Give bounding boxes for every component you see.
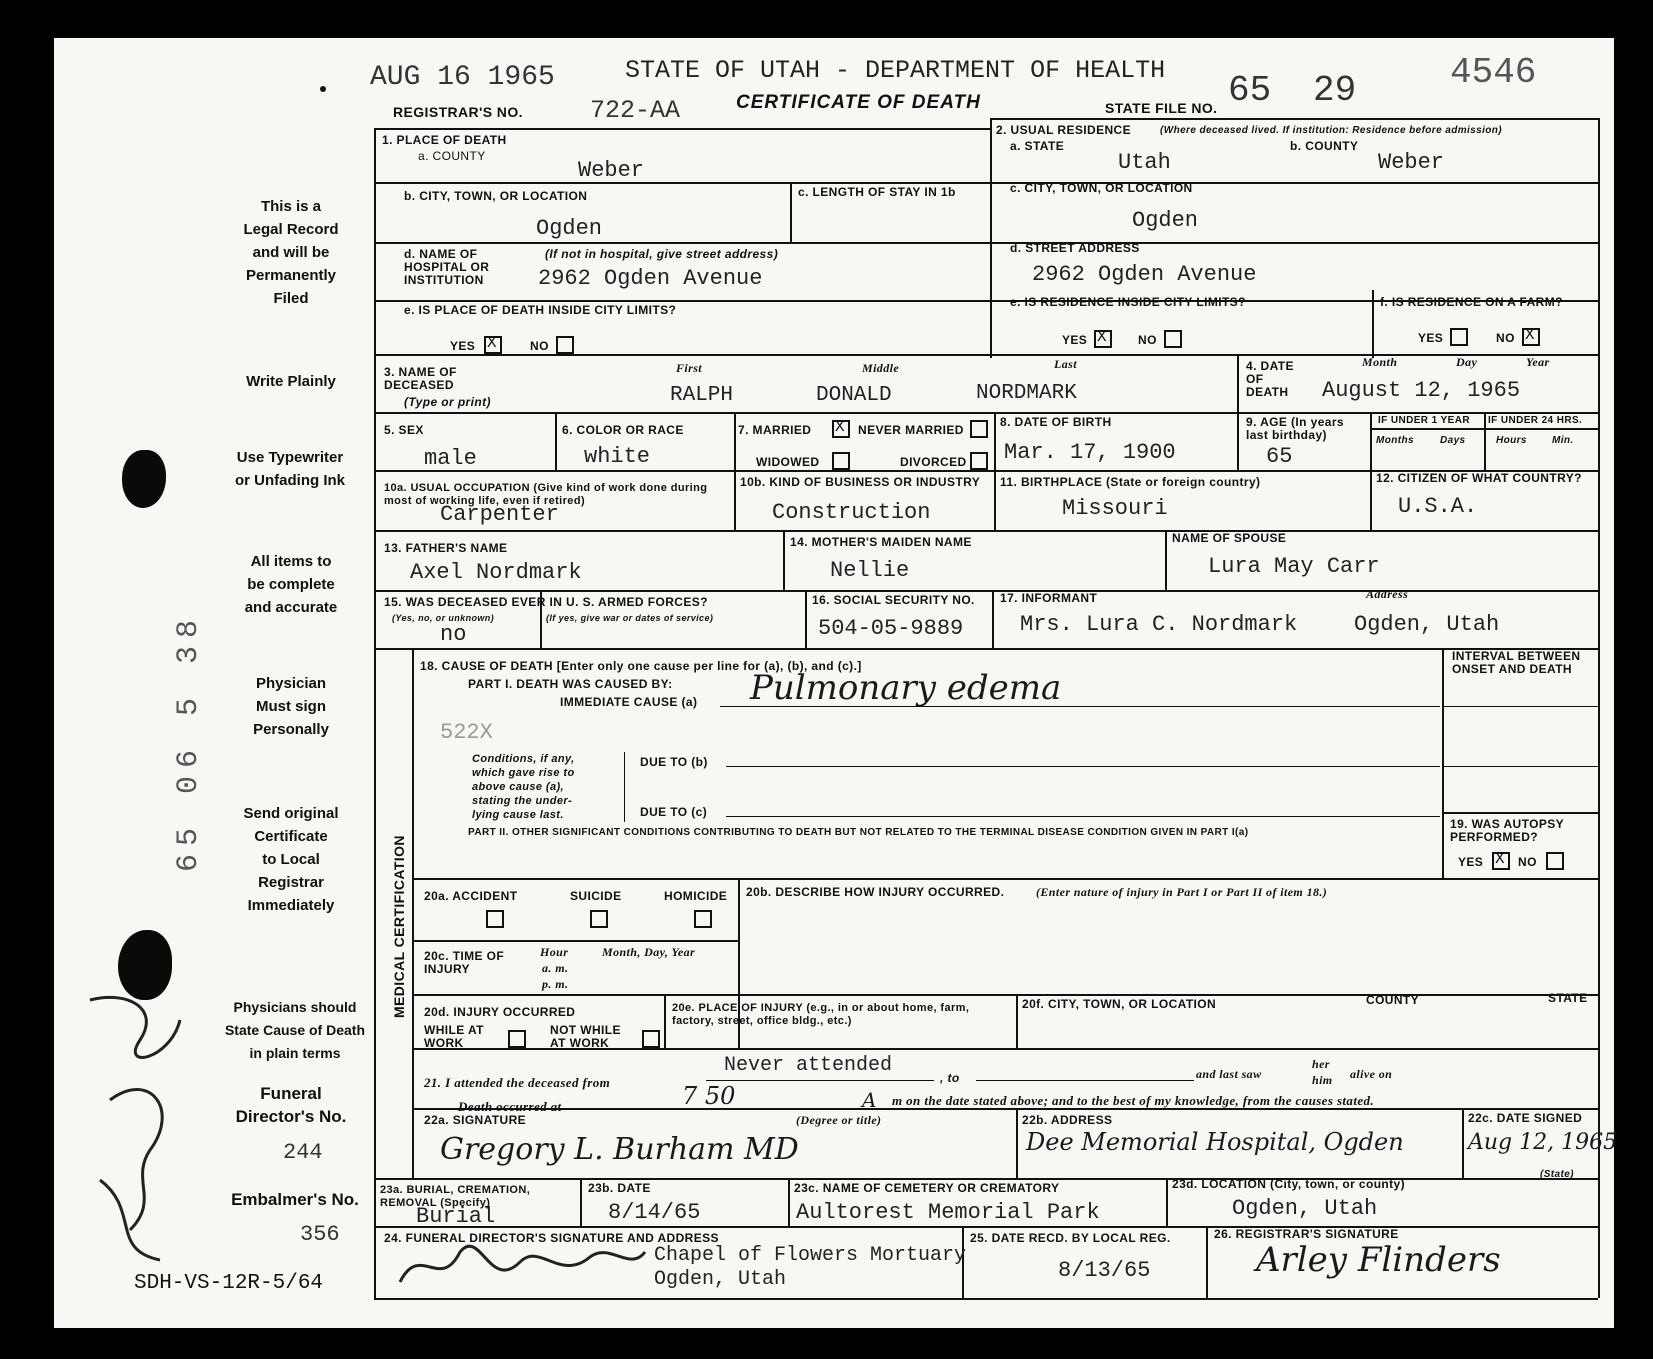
deceased-last-name: NORDMARK [976, 382, 1077, 405]
injury-city-label: 20f. CITY, TOWN, OR LOCATION [1022, 997, 1217, 1011]
inside-limits-yes-checkbox[interactable] [484, 336, 502, 354]
never-married-label: NEVER MARRIED [858, 423, 964, 437]
homicide-label: HOMICIDE [664, 889, 728, 903]
pm-label: p. m. [542, 977, 569, 991]
rule [412, 648, 414, 1178]
never-married-checkbox[interactable] [970, 420, 988, 438]
margin-legal-record: This is a Legal Record and will be Permanently Filed [243, 198, 339, 307]
divorced-label: DIVORCED [900, 455, 967, 469]
race-value: white [584, 444, 651, 469]
conditions-note: Conditions, if any, which gave rise to above cause (a), stating the under- lying cause last. [472, 753, 575, 821]
hospital-note: (If not in hospital, give street address) [545, 247, 779, 261]
registrar-signature-label: 26. REGISTRAR'S SIGNATURE [1214, 1227, 1399, 1241]
burial-value: Burial [416, 1204, 496, 1229]
margin-send-original: Send original Certificate to Local Registrar Immediately [243, 805, 339, 914]
rule [374, 1298, 1598, 1300]
margin-write-plainly: Write Plainly [246, 373, 336, 390]
immediate-cause-value: Pulmonary edema [750, 668, 1062, 708]
funeral-director-signature-label: 24. FUNERAL DIRECTOR'S SIGNATURE AND ADDRESS [384, 1231, 719, 1245]
rule [706, 1080, 934, 1081]
funeral-address-line-2: Ogden, Utah [654, 1268, 787, 1291]
form-number: SDH-VS-12R-5/64 [134, 1272, 324, 1295]
inside-limits-yes-label: YES [450, 339, 476, 353]
form-right-border [1598, 118, 1600, 1298]
armed-forces-value: no [440, 622, 467, 647]
state-file-no-serial: 4546 [1450, 52, 1537, 93]
place-of-death-label: 1. PLACE OF DEATH [382, 133, 507, 147]
state-file-no-district: 29 [1313, 70, 1357, 111]
sex-value: male [424, 446, 477, 471]
describe-injury-label: 20b. DESCRIBE HOW INJURY OCCURRED. [746, 885, 1005, 899]
citizen-label: 12. CITIZEN OF WHAT COUNTRY? [1376, 471, 1582, 485]
spouse-label: NAME OF SPOUSE [1172, 531, 1287, 545]
him-label: him [1312, 1073, 1333, 1087]
residence-note: (Where deceased lived. If institution: Residence before admission) [1160, 125, 1503, 136]
autopsy-yes-checkbox[interactable] [1492, 852, 1510, 870]
registrars-no-label: REGISTRAR'S NO. [393, 104, 523, 120]
middle-label: Middle [862, 361, 900, 375]
funeral-director-signature [390, 1232, 650, 1298]
business-value: Construction [772, 500, 931, 525]
part-2-label: PART II. OTHER SIGNIFICANT CONDITIONS CONTRIBUTING TO DEATH BUT NOT RELATED TO THE TERMINAL DISEASE CONDITION GIVEN IN PART I(a) [468, 827, 1249, 838]
not-while-at-work-checkbox[interactable] [642, 1030, 660, 1048]
embalmer-label: Embalmer's No. [231, 1190, 359, 1209]
residence-city-label: c. CITY, TOWN, OR LOCATION [1010, 181, 1193, 195]
margin-all-items: All items to be complete and accurate [244, 553, 338, 616]
rule [412, 1108, 1598, 1110]
burial-date: 8/14/65 [608, 1200, 701, 1225]
last-label: Last [1054, 357, 1077, 371]
month-label: Month [1362, 355, 1398, 369]
cause-code: 522X [440, 720, 493, 745]
residence-county-label: b. COUNTY [1290, 139, 1359, 153]
rule [990, 118, 1598, 120]
under-1-year-label: IF UNDER 1 YEAR [1378, 415, 1470, 426]
inside-limits-no-checkbox[interactable] [556, 336, 574, 354]
residence-state: Utah [1118, 150, 1171, 175]
residence-inside-limits-label: e. IS RESIDENCE INSIDE CITY LIMITS? [1010, 295, 1246, 309]
age-value: 65 [1266, 444, 1293, 469]
cemetery-name: Aultorest Memorial Park [796, 1200, 1100, 1225]
margin-typewriter: Use Typewriter or Unfading Ink [235, 449, 345, 489]
homicide-checkbox[interactable] [694, 910, 712, 928]
hospital-label: d. NAME OF HOSPITAL OR INSTITUTION [404, 247, 490, 287]
medical-certification-label: MEDICAL CERTIFICATION [391, 835, 407, 1018]
rule [374, 128, 990, 130]
part-1-label: PART I. DEATH WAS CAUSED BY: [468, 677, 673, 691]
ssn-label: 16. SOCIAL SECURITY NO. [812, 593, 975, 607]
rule [1442, 812, 1598, 814]
married-label: 7. MARRIED [738, 423, 812, 437]
county-label: a. COUNTY [418, 149, 486, 163]
deceased-name-label: 3. NAME OF DECEASED [384, 365, 457, 392]
to-label: , to [940, 1071, 960, 1085]
rule [1166, 1178, 1168, 1226]
physician-address: Dee Memorial Hospital, Ogden [1026, 1128, 1404, 1156]
funeral-director-no: 244 [283, 1140, 323, 1165]
her-label: her [1312, 1057, 1330, 1071]
margin-physicians-should: Physicians should State Cause of Death in plain terms [224, 999, 366, 1061]
burial-location-label: 23d. LOCATION (City, town, or county) [1172, 1177, 1406, 1191]
sex-label: 5. SEX [384, 423, 424, 437]
department-title: STATE OF UTAH - DEPARTMENT OF HEALTH [625, 56, 1166, 85]
usual-residence-label: 2. USUAL RESIDENCE [996, 123, 1132, 137]
state-file-no-label: STATE FILE NO. [1105, 100, 1218, 116]
informant-label: 17. INFORMANT [1000, 591, 1098, 605]
father-label: 13. FATHER'S NAME [384, 541, 508, 555]
residence-state-label: a. STATE [1010, 139, 1065, 153]
physician-signature: Gregory L. Burham MD [440, 1132, 799, 1167]
accident-label: 20a. ACCIDENT [424, 889, 518, 903]
armed-note-2: (If yes, give war or dates of service) [546, 613, 714, 623]
form-left-border [374, 128, 376, 1298]
rule [1016, 994, 1018, 1048]
received-date-stamp: AUG 16 1965 [370, 62, 555, 93]
rule [374, 354, 1598, 356]
rule [374, 648, 1598, 650]
due-to-b-label: DUE TO (b) [640, 755, 708, 769]
cause-of-death-label: 18. CAUSE OF DEATH [Enter only one cause per line for (a), (b), and (c).] [420, 659, 862, 673]
accident-checkbox[interactable] [486, 910, 504, 928]
occupation-label: 10a. USUAL OCCUPATION (Give kind of work done during most of working life, even if retired) [384, 482, 708, 507]
rule [976, 1080, 1194, 1081]
ink-dot [320, 86, 326, 92]
year-label: Year [1526, 355, 1550, 369]
type-or-print-note: (Type or print) [404, 395, 491, 409]
rule [412, 940, 738, 942]
street-label: d. STREET ADDRESS [1010, 241, 1140, 255]
attended-label: 21. I attended the deceased from [424, 1075, 611, 1090]
autopsy-no-checkbox[interactable] [1546, 852, 1564, 870]
rule [664, 994, 666, 1048]
rule [783, 530, 785, 590]
date-recd-label: 25. DATE RECD. BY LOCAL REG. [970, 1231, 1171, 1245]
immediate-cause-label: IMMEDIATE CAUSE (a) [560, 695, 698, 709]
registrar-signature: Arley Flinders [1256, 1240, 1501, 1280]
rule [374, 1226, 1598, 1228]
rule [374, 182, 1598, 184]
while-at-work-label: WHILE AT WORK [424, 1023, 484, 1050]
autopsy-label: 19. WAS AUTOPSY PERFORMED? [1450, 817, 1564, 844]
mother-label: 14. MOTHER'S MAIDEN NAME [790, 535, 972, 549]
rule [1237, 354, 1239, 412]
burial-date-label: 23b. DATE [588, 1181, 651, 1195]
armed-note-1: (Yes, no, or unknown) [392, 613, 495, 623]
while-at-work-checkbox[interactable] [508, 1030, 526, 1048]
farm-yes-label: YES [1418, 331, 1444, 345]
funeral-director-label: Funeral Director's No. [235, 1084, 347, 1126]
rule [555, 412, 557, 472]
last-saw-label: and last saw [1196, 1067, 1262, 1081]
state-note: (State) [1540, 1169, 1574, 1180]
rule [990, 118, 992, 358]
widowed-checkbox[interactable] [832, 452, 850, 470]
rule [726, 766, 1440, 767]
age-label: 9. AGE (In years last birthday) [1246, 415, 1344, 442]
interval-label: INTERVAL BETWEEN ONSET AND DEATH [1452, 649, 1581, 676]
rule [624, 752, 625, 822]
registrars-no: 722-AA [590, 96, 681, 125]
rule [1442, 766, 1598, 767]
race-label: 6. COLOR OR RACE [562, 423, 684, 437]
rule [790, 182, 792, 242]
describe-injury-note: (Enter nature of injury in Part I or Part II of item 18.) [1036, 885, 1328, 899]
armed-forces-label: 15. WAS DECEASED EVER IN U. S. ARMED FORCES? [384, 595, 708, 609]
injury-county-label: COUNTY [1366, 993, 1420, 1007]
widowed-label: WIDOWED [756, 455, 820, 469]
due-to-c-label: DUE TO (c) [640, 805, 708, 819]
vertical-file-number: 65 06 5 38 [172, 611, 206, 872]
autopsy-no-label: NO [1518, 855, 1537, 869]
rule [720, 706, 1440, 707]
deceased-middle-name: DONALD [816, 384, 892, 407]
min-label: Min. [1552, 435, 1574, 446]
rule [805, 590, 807, 648]
place-of-injury-label: 20e. PLACE OF INJURY (e.g., in or about home, farm, factory, street, office bldg., etc.) [672, 1002, 970, 1027]
death-county: Weber [578, 158, 645, 183]
burial-location: Ogden, Utah [1232, 1196, 1378, 1221]
farm-no-checkbox[interactable] [1522, 328, 1540, 346]
rule [374, 1178, 1598, 1180]
hours-label: Hours [1496, 435, 1527, 446]
date-signed: Aug 12, 1965 [1468, 1130, 1618, 1155]
occupation-value: Carpenter [440, 502, 559, 527]
informant-address: Ogden, Utah [1354, 612, 1500, 637]
rule [1462, 1108, 1464, 1178]
injury-state-label: STATE [1548, 991, 1588, 1005]
res-inside-no-label: NO [1138, 333, 1157, 347]
mdy-label: Month, Day, Year [602, 945, 696, 959]
date-of-death-label: 4. DATE OF DEATH [1246, 359, 1294, 399]
ssn-value: 504-05-9889 [818, 616, 964, 641]
rule [374, 530, 1598, 532]
rule [726, 816, 1440, 817]
father-name: Axel Nordmark [410, 560, 582, 585]
spouse-name: Lura May Carr [1208, 554, 1380, 579]
date-recd: 8/13/65 [1058, 1258, 1151, 1283]
date-of-death: August 12, 1965 [1322, 378, 1521, 403]
rule [1237, 412, 1239, 470]
rule [992, 590, 994, 648]
first-label: First [676, 361, 703, 375]
mother-name: Nellie [830, 558, 910, 583]
rule [412, 878, 1598, 880]
informant-name: Mrs. Lura C. Nordmark [1020, 612, 1298, 637]
time-of-injury-label: 20c. TIME OF INJURY [424, 949, 505, 976]
rule [1442, 648, 1444, 878]
death-time: 7 50 [682, 1082, 736, 1110]
suicide-label: SUICIDE [570, 889, 622, 903]
rule [374, 590, 1598, 592]
rule [1165, 530, 1167, 590]
res-inside-yes-label: YES [1062, 333, 1088, 347]
rule [624, 1108, 892, 1109]
am-label: a. m. [542, 961, 569, 975]
rule [1484, 412, 1486, 470]
rule [788, 1178, 790, 1226]
hospital-address: 2962 Ogden Avenue [538, 266, 763, 291]
birth-date: Mar. 17, 1900 [1004, 440, 1176, 465]
citizen-value: U.S.A. [1398, 494, 1478, 519]
burial-label: 23a. BURIAL, CREMATION, REMOVAL (Specify) [380, 1184, 531, 1209]
birthplace-label: 11. BIRTHPLACE (State or foreign country) [1000, 475, 1261, 489]
inside-limits-label: e. IS PLACE OF DEATH INSIDE CITY LIMITS? [404, 303, 677, 317]
under-24-hrs-label: IF UNDER 24 HRS. [1488, 415, 1583, 426]
farm-label: f. IS RESIDENCE ON A FARM? [1380, 295, 1563, 309]
farm-yes-checkbox[interactable] [1450, 328, 1468, 346]
rule [1206, 1226, 1208, 1298]
res-inside-no-checkbox[interactable] [1164, 330, 1182, 348]
signature-label: 22a. SIGNATURE [424, 1113, 527, 1127]
certificate-title: CERTIFICATE OF DEATH [736, 92, 981, 113]
married-checkbox[interactable] [832, 420, 850, 438]
funeral-address-line-1: Chapel of Flowers Mortuary [654, 1244, 967, 1267]
day-label: Day [1456, 355, 1478, 369]
cemetery-label: 23c. NAME OF CEMETERY OR CREMATORY [794, 1181, 1060, 1195]
length-of-stay-label: c. LENGTH OF STAY IN 1b [798, 185, 956, 199]
farm-no-label: NO [1496, 331, 1515, 345]
deceased-first-name: RALPH [670, 384, 734, 407]
attended-value: Never attended [724, 1054, 893, 1077]
death-occurred-label: Death occurred at [458, 1099, 562, 1114]
on-date-text: m on the date stated above; and to the best of my knowledge, from the causes stated. [892, 1093, 1375, 1108]
res-inside-yes-checkbox[interactable] [1094, 330, 1112, 348]
city-label: b. CITY, TOWN, OR LOCATION [404, 189, 588, 203]
residence-street: 2962 Ogden Avenue [1032, 262, 1257, 287]
alive-on-label: alive on [1350, 1067, 1393, 1081]
degree-label: (Degree or title) [796, 1113, 882, 1127]
divorced-checkbox[interactable] [970, 452, 988, 470]
residence-city: Ogden [1132, 208, 1199, 233]
informant-address-label: Address [1366, 587, 1409, 601]
birthplace-value: Missouri [1062, 496, 1168, 521]
rule [1372, 290, 1374, 358]
autopsy-yes-label: YES [1458, 855, 1484, 869]
hour-label: Hour [540, 945, 569, 959]
rule [580, 1178, 582, 1226]
days-label: Days [1440, 435, 1466, 446]
margin-physician: Physician Must sign Personally [253, 675, 329, 738]
inside-limits-no-label: NO [530, 339, 549, 353]
injury-occurred-label: 20d. INJURY OCCURRED [424, 1005, 576, 1019]
date-signed-label: 22c. DATE SIGNED [1468, 1111, 1583, 1125]
death-city: Ogden [536, 216, 603, 241]
suicide-checkbox[interactable] [590, 910, 608, 928]
not-while-at-work-label: NOT WHILE AT WORK [550, 1023, 621, 1050]
rule [1016, 1108, 1018, 1178]
rule [1442, 706, 1598, 707]
rule [412, 994, 1598, 996]
death-am-mark: A [862, 1088, 877, 1112]
embalmer-no: 356 [300, 1222, 340, 1247]
residence-county: Weber [1378, 150, 1445, 175]
months-label: Months [1376, 435, 1414, 446]
margin-signature [70, 980, 210, 1280]
rule [374, 242, 1598, 244]
state-file-no-year: 65 [1228, 70, 1272, 111]
address-label: 22b. ADDRESS [1022, 1113, 1113, 1127]
business-label: 10b. KIND OF BUSINESS OR INDUSTRY [740, 475, 981, 489]
birth-date-label: 8. DATE OF BIRTH [1000, 415, 1112, 429]
